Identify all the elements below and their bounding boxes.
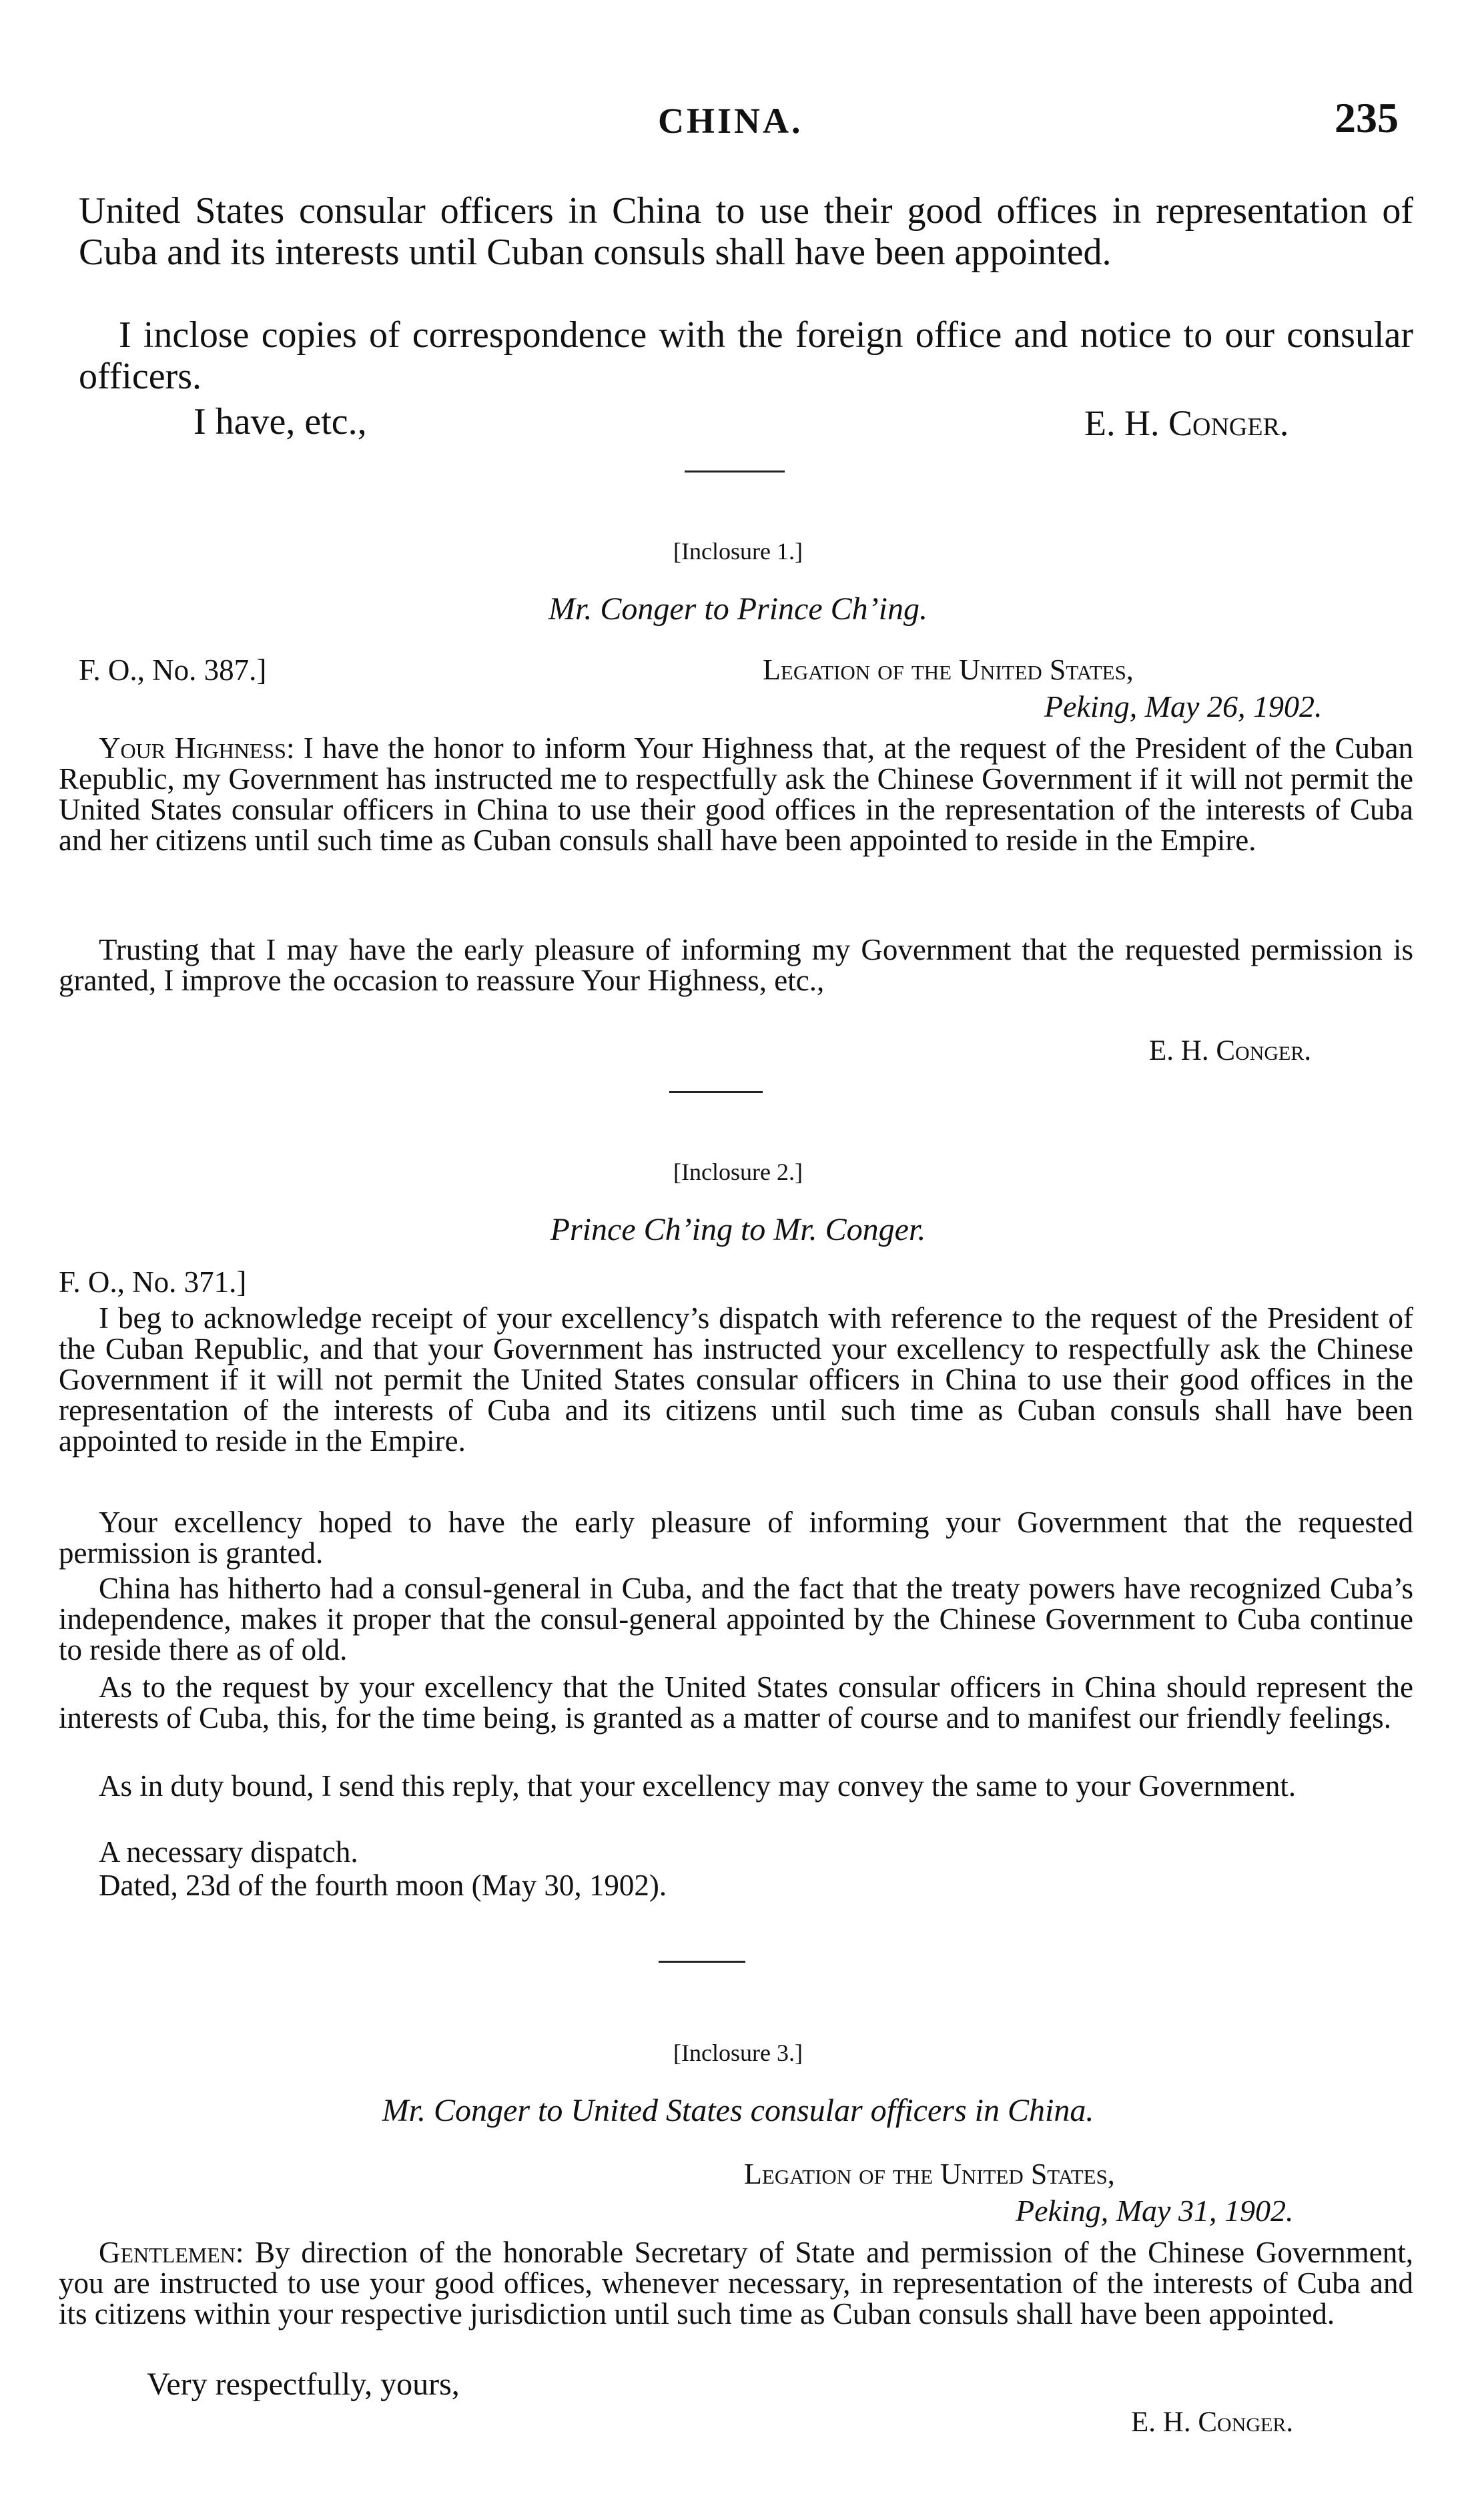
inclosure-1-body-1-text: I have the honor to inform Your Highness that, at the request of the President of the Cuban Republic, my Government has instructed me to respectfully ask the Chinese Government if it will not permit the United States consular officers in China to use their good offices in the representation of the interests of Cuba and her citizens until such time as Cuban consuls shall have been appointed to reside in the Empire. <box>59 731 1414 857</box>
inclosure-2-paragraph: I beg to acknowledge receipt of your excellency’s dispatch with reference to the request of the President of the Cuban Republic, and that your Government has instructed your excellency to respectfully ask the Chinese Government if it will not permit the United States consular officers in China to use their good offices in the representation of the interests of Cuba and its citizens until such time as Cuban consuls shall have been appointed to reside in the Empire. <box>59 1301 1413 1458</box>
inclosure-1-heading: Mr. Conger to Prince Ch’ing. <box>548 591 928 627</box>
inclosure-3-body-text: By direction of the honorable Secretary of State and permission of the Chinese Government, you are instructed to use your good offices, whenever necessary, in representation of the interests of Cuba and its citizens within your respective jurisdiction until such time as Cuban consuls shall have been appointed. <box>59 2236 1414 2330</box>
inclosure-2-heading: Prince Ch’ing to Mr. Conger. <box>550 1212 926 1247</box>
section-divider <box>685 470 785 472</box>
page-number: 235 <box>1335 94 1399 141</box>
inclosure-2-paragraph: Your excellency hoped to have the early pleasure of informing your Government that the requested permission is granted. <box>59 1506 1413 1570</box>
inclosure-2-label: [Inclosure 2.] <box>673 1159 803 1185</box>
opening-paragraph-2: I inclose copies of correspondence with the foreign office and notice to our consular officers. <box>79 314 1413 397</box>
inclosure-2-reference: F. O., No. 371.] <box>59 1265 247 1299</box>
inclosure-3-signature: E. H. Conger. <box>1131 2407 1294 2438</box>
inclosure-3-body <box>59 2237 1413 2329</box>
inclosure-1-body-1 <box>59 733 1413 856</box>
inclosure-2-paragraph: As in duty bound, I send this reply, that your excellency may convey the same to your Government. <box>99 1769 1297 1803</box>
opening-signature: E. H. Conger. <box>1084 403 1289 443</box>
inclosure-1-salutation: Your Highness: <box>99 731 295 765</box>
inclosure-2-paragraph: Dated, 23d of the fourth moon (May 30, 1902). <box>99 1869 667 1902</box>
inclosure-3-place-date: Peking, May 31, 1902. <box>1016 2194 1294 2228</box>
inclosure-3-legation: Legation of the United States, <box>744 2158 1115 2190</box>
inclosure-1-label: [Inclosure 1.] <box>673 538 803 565</box>
inclosure-2-paragraph: A necessary dispatch. <box>99 1835 358 1869</box>
inclosure-3-label: [Inclosure 3.] <box>673 2039 803 2066</box>
inclosure-3-heading: Mr. Conger to United States consular officers in China. <box>382 2093 1094 2128</box>
opening-paragraph-1: United States consular officers in China to use their good offices in representation of Cuba and its interests until Cuban consuls shall have been appointed. <box>79 190 1413 273</box>
inclosure-1-body-2: Trusting that I may have the early pleasure of informing my Government that the requested permission is granted, I improve the occasion to reassure Your Highness, etc., <box>59 933 1413 997</box>
section-divider <box>659 1961 745 1963</box>
inclosure-3-salutation: Gentlemen: <box>99 2236 244 2269</box>
section-divider <box>669 1091 763 1093</box>
inclosure-2-paragraph: China has hitherto had a consul-general in Cuba, and the fact that the treaty powers have recognized Cuba’s independence, makes it proper that the consul-general appointed by the Chinese Government to Cuba continue to reside there as of old. <box>59 1572 1413 1666</box>
inclosure-1-place-date: Peking, May 26, 1902. <box>1044 689 1323 723</box>
opening-closing: I have, etc., <box>194 401 367 442</box>
running-title: CHINA. <box>658 101 803 141</box>
inclosure-1-reference: F. O., No. 387.] <box>79 653 267 687</box>
inclosure-1-legation: Legation of the United States, <box>763 653 1134 686</box>
inclosure-3-closing: Very respectfully, yours, <box>147 2367 460 2402</box>
inclosure-1-signature: E. H. Conger. <box>1149 1035 1312 1066</box>
inclosure-2-paragraph: As to the request by your excellency that the United States consular officers in China should represent the interests of Cuba, this, for the time being, is granted as a matter of course and to manifest our friendly feelings. <box>59 1670 1413 1735</box>
